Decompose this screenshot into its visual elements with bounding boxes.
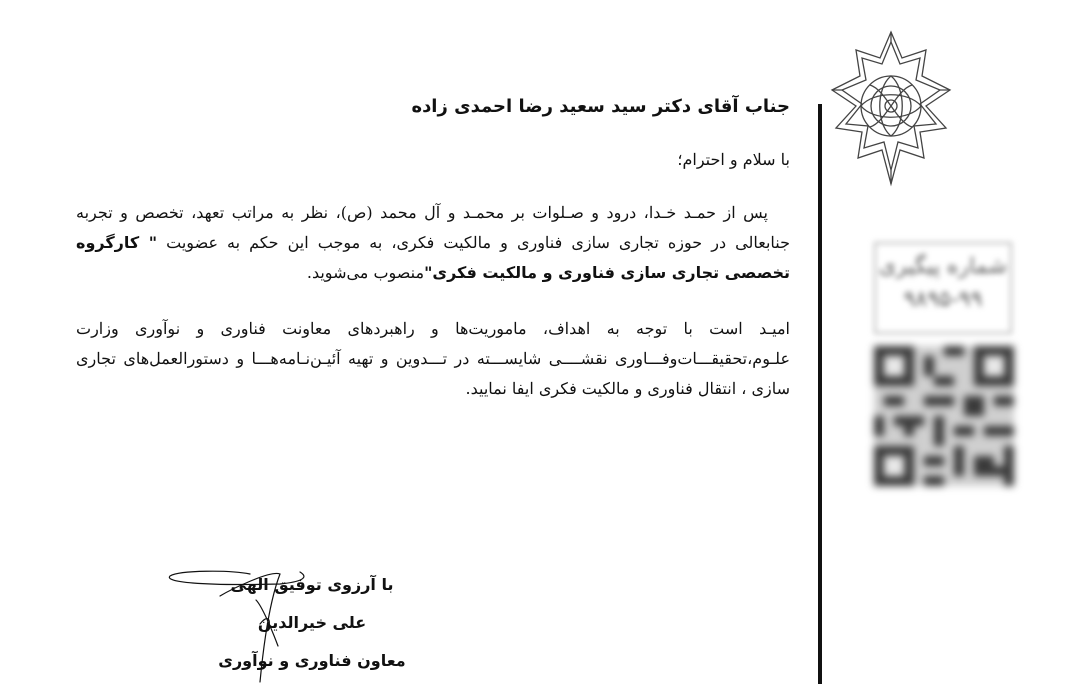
vertical-rule [818, 104, 822, 684]
signature-block [212, 566, 412, 680]
paragraph-appointment-end: منصوب می‌شوید. [306, 263, 425, 282]
tracking-number: ۹۸۹۵-۹۹ [903, 287, 983, 312]
paragraph-appointment-start: پس از حمـد خـدا، درود و صـلوات بر محمـد و آل محمد (ص)، نظر به مراتب تعهد، تخصص و تجربه جنابعالی در حوزه تجاری سازی فناوری و مالکیت فکری، به موجب این حکم به عضویت [76, 203, 791, 252]
paragraph-expectation: امیـد است با توجه به اهداف، ماموریت‌ها و راهبردهای معاونت فناوری و نوآوری وزارت علـوم،تحقیقـــات‌وفـــاوری نقشــــی شایســـته در تـــدوین و تهیه آئیـن‌نـامه‌هـــا و دستورالعمل‌های تجاری سازی ، انتقال فناوری و مالکیت فکری ایفا نمایید. [76, 319, 790, 398]
greeting-line: با سلام و احترام؛ [677, 150, 790, 169]
qr-code-icon [874, 346, 1014, 486]
tracking-label: شماره پیگیری [879, 254, 1007, 279]
tracking-number-box [874, 242, 1012, 334]
committee-name: " کارگروه تخصصی تجاری سازی فناوری و مالکیت فکری" [76, 233, 790, 282]
letter-body [76, 92, 790, 404]
recipient-line: جناب آقای دکتر سید سعید رضا احمدی زاده [411, 96, 790, 117]
signature-name: علی خیرالدین [257, 613, 367, 632]
paragraph-appointment [76, 198, 790, 288]
signature-title: معاون فناوری و نوآوری [218, 651, 406, 670]
ornament-icon [826, 28, 956, 188]
signature-closing: با آرزوی توفیق الهی [230, 575, 394, 594]
